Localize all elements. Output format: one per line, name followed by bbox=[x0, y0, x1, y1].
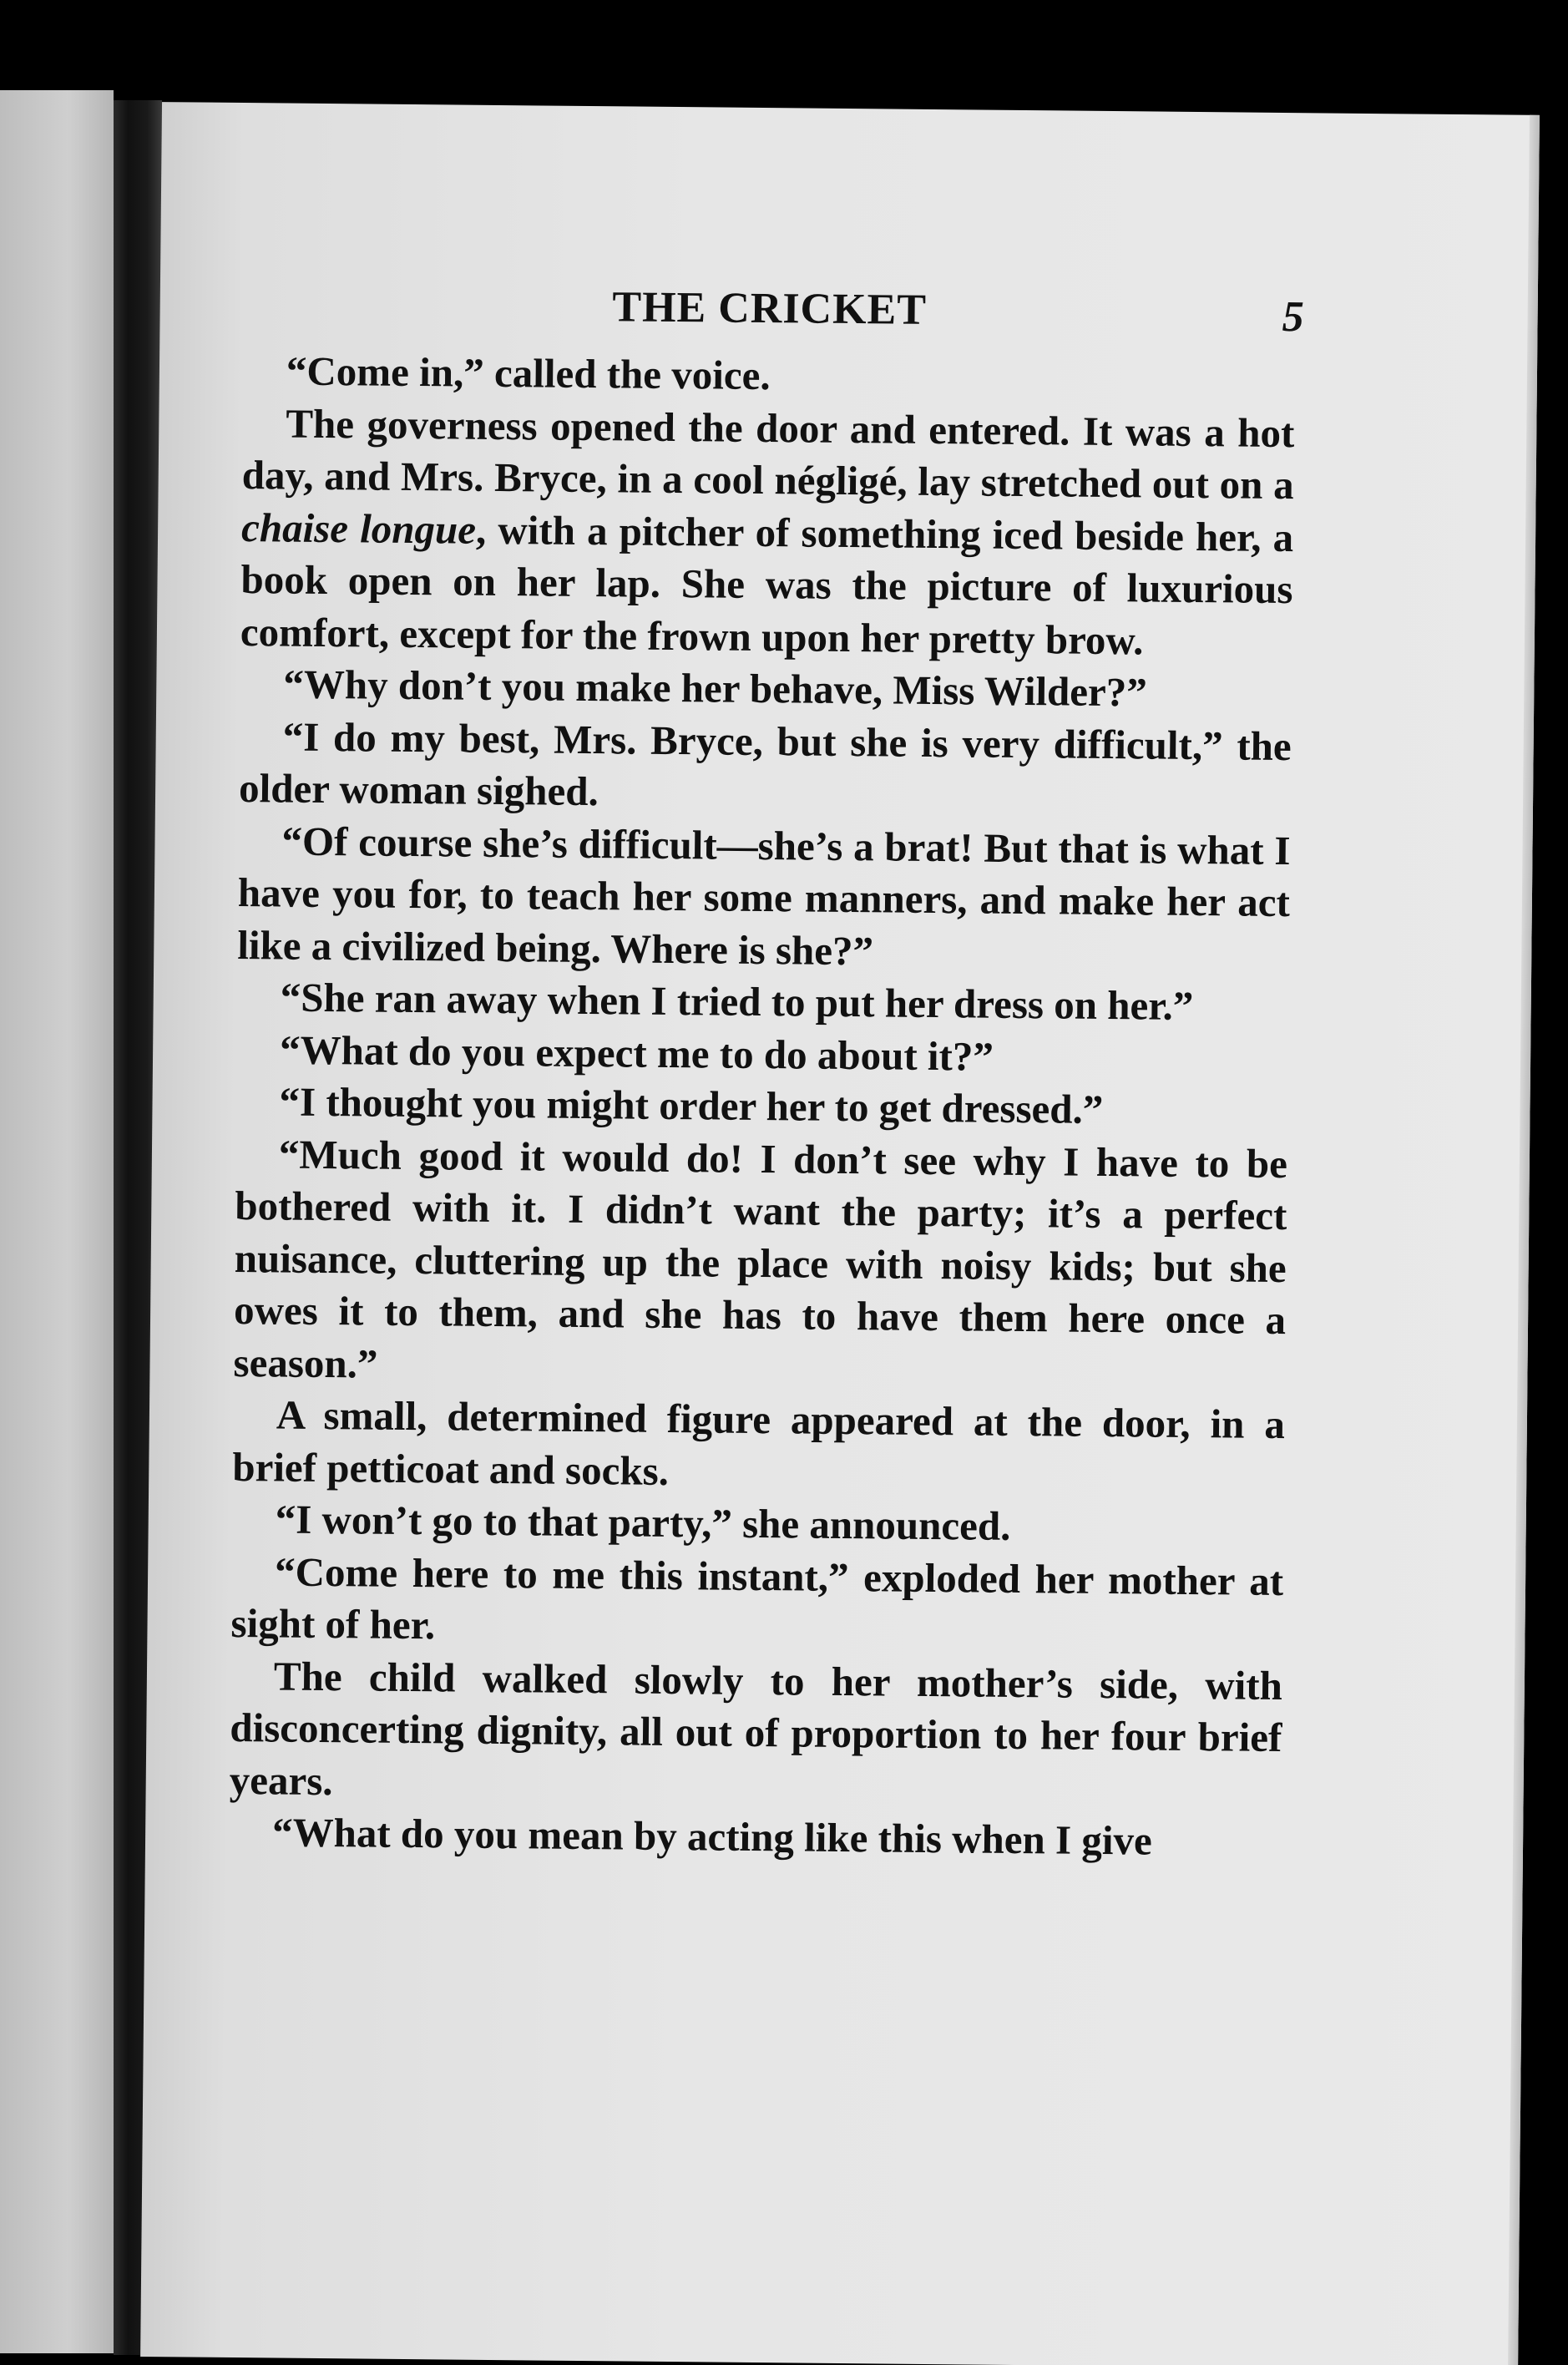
page-number: 5 bbox=[1282, 292, 1304, 342]
paragraph: “What do you mean by acting like this when I give bbox=[271, 1809, 1152, 1864]
page-header bbox=[243, 278, 1304, 355]
paragraph: “Why don’t you make her behave, Miss Wilder?” bbox=[283, 661, 1148, 716]
paragraph: “Come here to me this instant,” exploded her mother at sight of her. bbox=[230, 1547, 1284, 1648]
page-edge bbox=[1508, 115, 1540, 2365]
paragraph: The governess opened the door and entered. It was a hot day, and Mrs. Bryce, in a cool négligé, lay stretched out on a chaise longue, with a pitcher of something iced beside her, a book open on her lap. She was the picture of luxurious comfort, except for the frown upon her pretty brow. bbox=[240, 400, 1295, 663]
paragraph: The child walked slowly to her mother’s side, with disconcerting dignity, all out of proportion to her four brief years. bbox=[229, 1652, 1283, 1804]
paragraph: “I thought you might order her to get dressed.” bbox=[279, 1078, 1104, 1132]
paragraph: “What do you expect me to do about it?” bbox=[279, 1026, 994, 1080]
facing-page-edge bbox=[0, 90, 114, 2353]
paragraph: “I do my best, Mrs. Bryce, but she is very difficult,” the older woman sighed. bbox=[238, 713, 1292, 815]
paragraph: “Of course she’s difficult—she’s a brat! But that is what I have you for, to teach her some manners, and make her act like a civilized being. Where is she?” bbox=[237, 818, 1291, 974]
paragraph: “I won’t go to that party,” she announced. bbox=[275, 1496, 1011, 1549]
page-text bbox=[229, 278, 1304, 1869]
paragraph: A small, determined figure appeared at the door, in a brief petticoat and socks. bbox=[232, 1391, 1286, 1494]
italic-phrase: chaise longue bbox=[240, 504, 477, 553]
paragraph: “Come in,” called the voice. bbox=[286, 347, 771, 399]
running-head: THE CRICKET bbox=[612, 283, 928, 334]
paragraph: “Much good it would do! I don’t see why I have to be bothered with it. I didn’t want the party; it’s a perfect nuisance, cluttering up the place with noisy kids; but she owes it to them, and she has to have them here once a season.” bbox=[233, 1130, 1288, 1387]
book-page bbox=[140, 102, 1540, 2365]
paragraph: “She ran away when I tried to put her dress on her.” bbox=[280, 974, 1194, 1029]
